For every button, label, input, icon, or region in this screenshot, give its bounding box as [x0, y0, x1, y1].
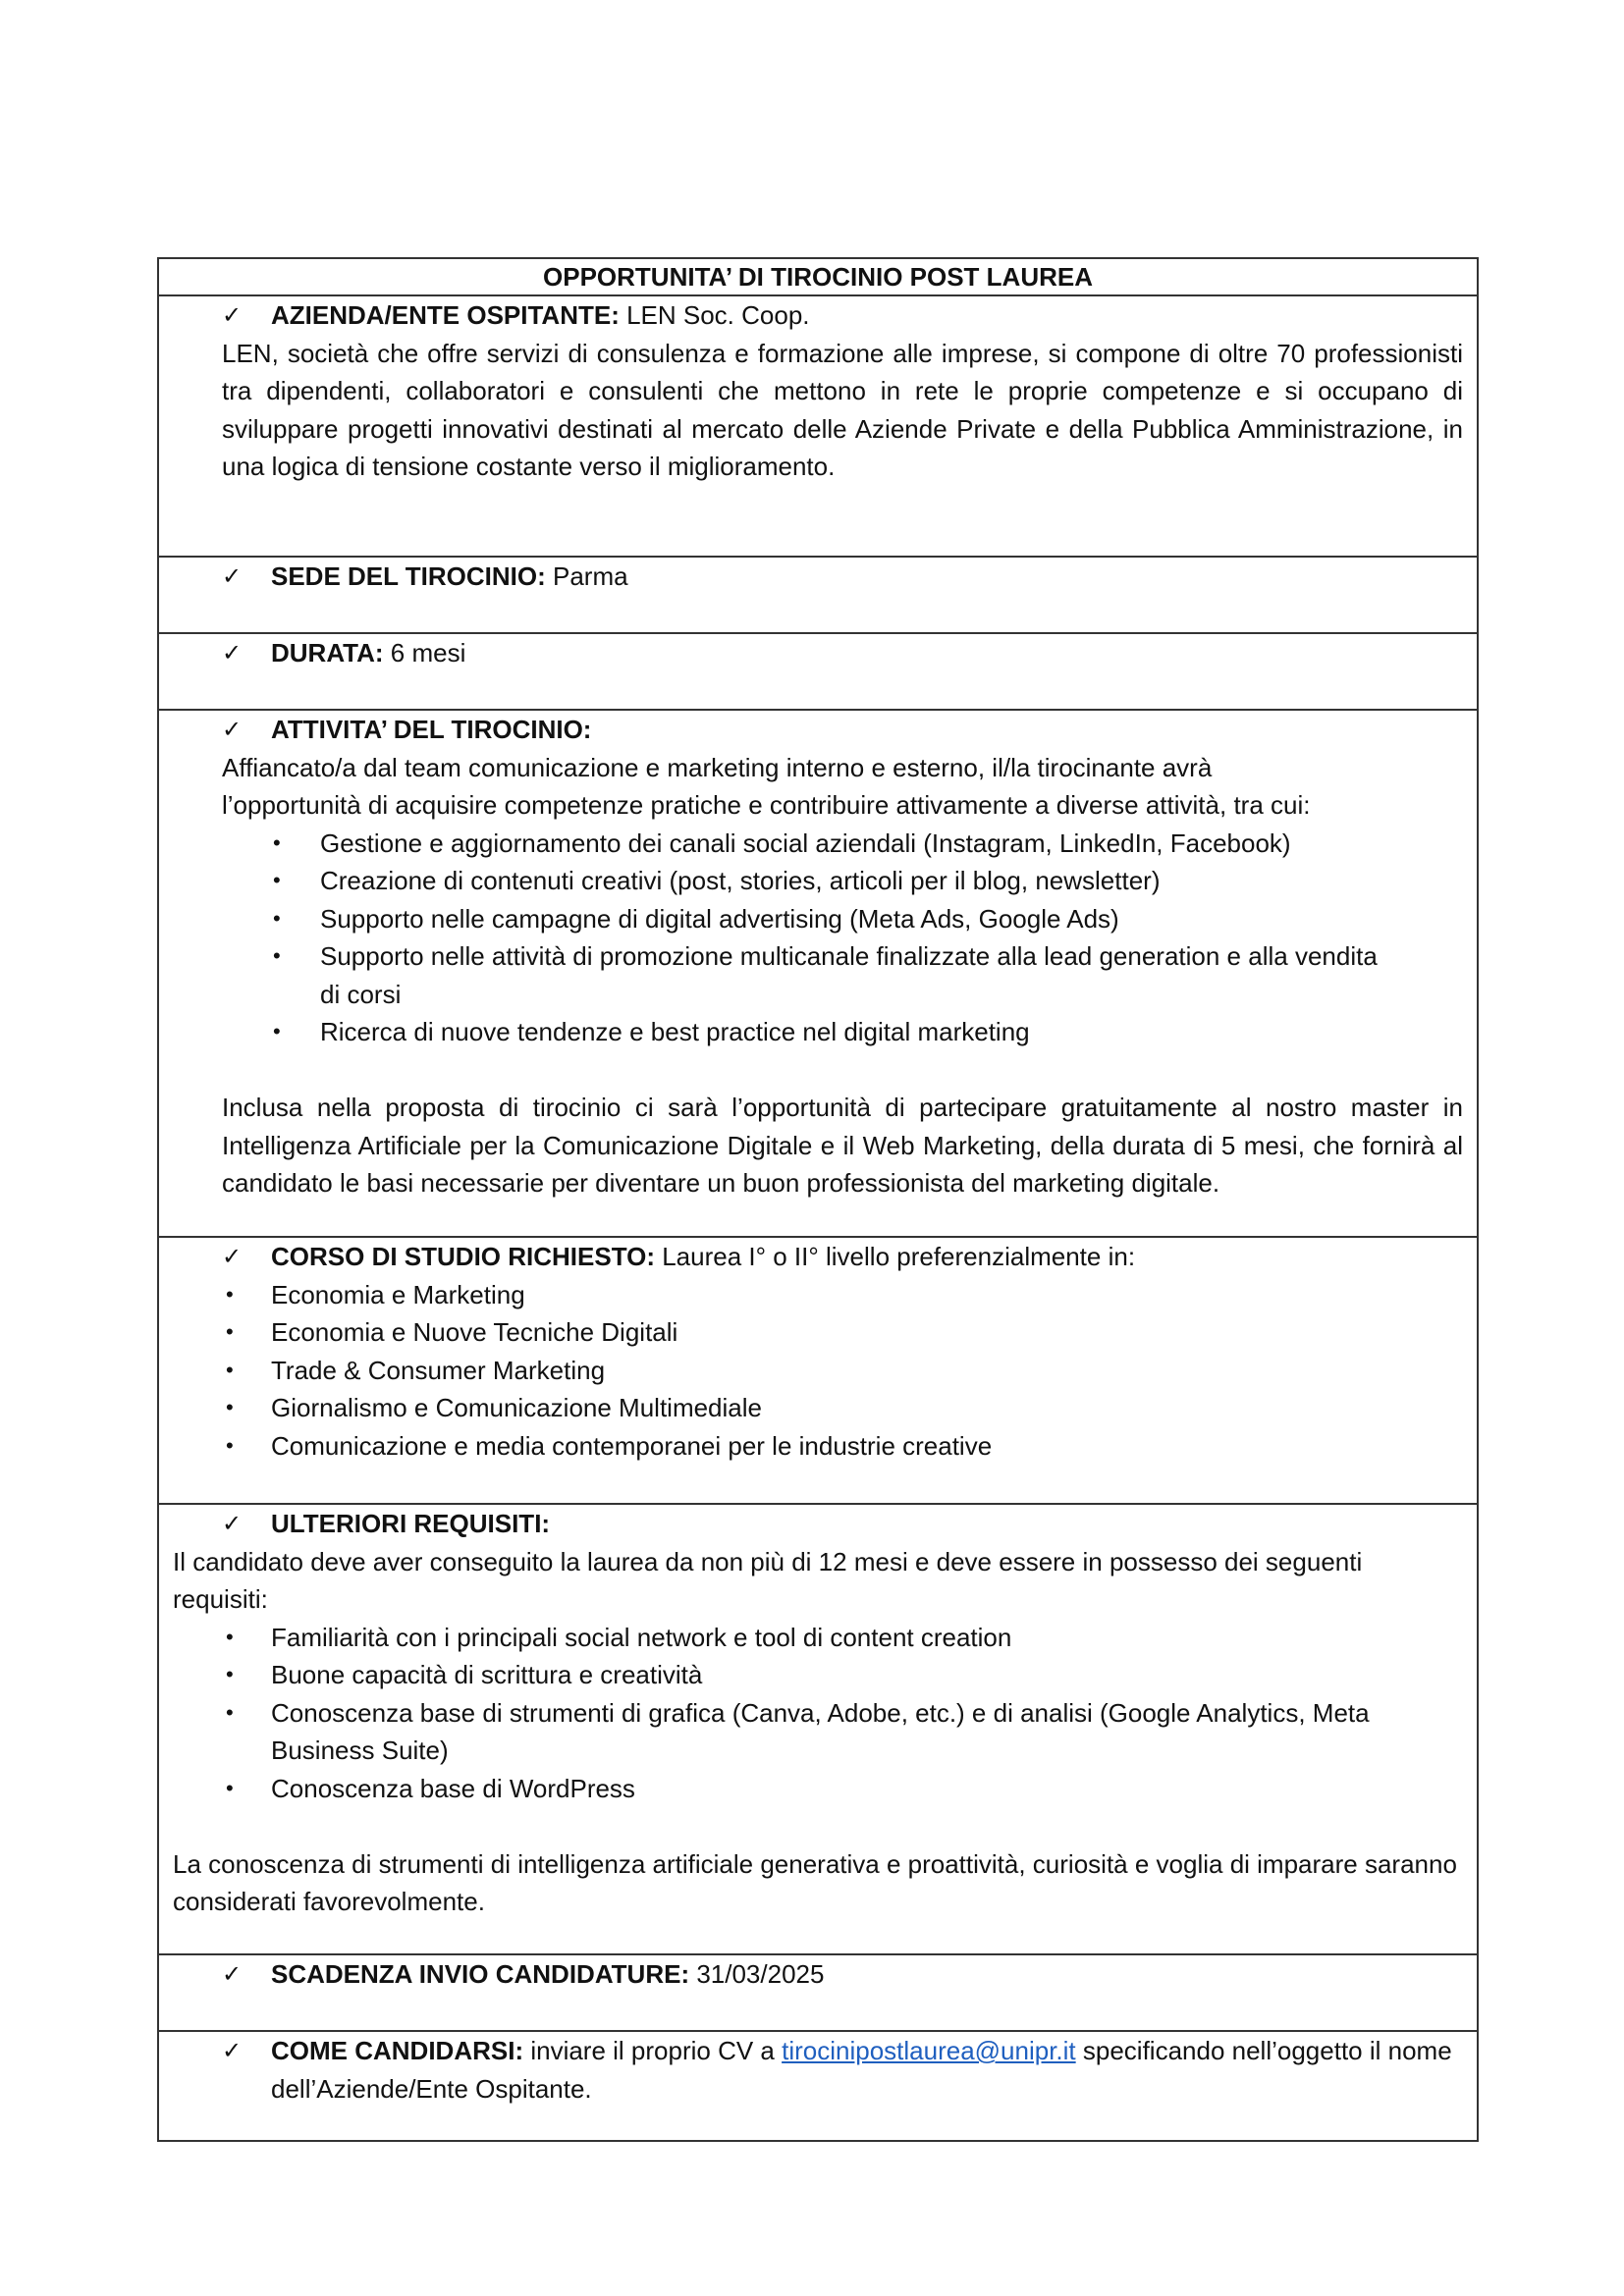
bullet-icon: • [226, 1699, 234, 1725]
list-item: • Comunicazione e media contemporanei per le industrie creative [159, 1427, 1477, 1466]
section-durata [159, 632, 1477, 709]
azienda-value: LEN Soc. Coop. [619, 300, 810, 330]
bullet-icon: • [226, 1281, 234, 1307]
corso-label: CORSO DI STUDIO RICHIESTO: [271, 1242, 655, 1271]
check-icon: ✓ [222, 716, 243, 743]
bullet-icon: • [273, 943, 281, 968]
bullet-icon: • [226, 1775, 234, 1800]
attivita-intro-line: Affiancato/a dal team comunicazione e marketing interno e esterno, il/la tirocinante avrà [222, 752, 1213, 782]
section-candidarsi [159, 2030, 1477, 2140]
list-item: • Trade & Consumer Marketing [159, 1352, 1477, 1390]
attivita-list [159, 825, 1477, 1051]
attivita-label: ATTIVITA’ DEL TIROCINIO: [271, 715, 592, 744]
list-item: • Conoscenza base di WordPress [159, 1770, 1477, 1808]
check-icon: ✓ [222, 562, 243, 590]
section-attivita [159, 709, 1477, 1236]
candidarsi-text-before: inviare il proprio CV a [523, 2036, 783, 2065]
scadenza-value: 31/03/2025 [689, 1959, 825, 1989]
requisiti-label: ULTERIORI REQUISITI: [271, 1509, 551, 1538]
internship-offer-table [157, 257, 1479, 2142]
check-icon: ✓ [222, 301, 243, 329]
list-item: • Economia e Marketing [159, 1276, 1477, 1314]
section-scadenza [159, 1953, 1477, 2030]
corso-list [159, 1276, 1477, 1466]
check-icon: ✓ [222, 639, 243, 667]
bullet-icon: • [273, 868, 281, 892]
candidarsi-label: COME CANDIDARSI: [271, 2036, 524, 2065]
document-title: OPPORTUNITA’ DI TIROCINIO POST LAUREA [543, 262, 1093, 292]
section-requisiti [159, 1503, 1477, 1953]
section-corso [159, 1236, 1477, 1503]
bullet-icon: • [226, 1624, 234, 1649]
attivita-intro-line: l’opportunità di acquisire competenze pratiche e contribuire attivamente a diverse attività, tra cui: [222, 790, 1311, 820]
list-item: • Gestione e aggiornamento dei canali social aziendali (Instagram, LinkedIn, Facebook) [159, 825, 1477, 863]
check-icon: ✓ [222, 2037, 243, 2064]
list-item: • Buone capacità di scrittura e creatività [159, 1656, 1477, 1694]
section-sede [159, 556, 1477, 632]
bullet-icon: • [226, 1395, 234, 1419]
corso-value: Laurea I° o II° livello preferenzialmente in: [655, 1242, 1136, 1271]
requisiti-closing: La conoscenza di strumenti di intelligenza artificiale generativa e proattività, curiosità e voglia di imparare saranno considerati favorevolmente. [173, 1848, 1457, 1916]
bullet-icon: • [273, 1019, 281, 1043]
sede-value: Parma [545, 561, 628, 591]
bullet-icon: • [226, 1357, 234, 1382]
azienda-description: LEN, società che offre servizi di consulenza e formazione alle imprese, si compone di oltre 70 professionisti tra dipendenti, collaboratori e consulenti che mettono in rete le proprie competenze e si occupano di sviluppare progetti innovativi destinati al mercato delle Aziende Private e della Pubblica Amministrazione, in una logica di tensione costante verso il miglioramento. [222, 338, 1463, 481]
bullet-icon: • [226, 1432, 234, 1458]
list-item: • Giornalismo e Comunicazione Multimediale [159, 1389, 1477, 1427]
check-icon: ✓ [222, 1960, 243, 1988]
check-icon: ✓ [222, 1510, 243, 1537]
requisiti-list [159, 1619, 1477, 1808]
bullet-icon: • [273, 905, 281, 931]
azienda-label: AZIENDA/ENTE OSPITANTE: [271, 300, 620, 330]
list-item: • Familiarità con i principali social network e tool di content creation [159, 1619, 1477, 1657]
requisiti-intro: Il candidato deve aver conseguito la laurea da non più di 12 mesi e deve essere in possesso dei seguenti requisiti: [173, 1546, 1363, 1614]
section-azienda [159, 294, 1477, 556]
bullet-icon: • [226, 1319, 234, 1344]
scadenza-label: SCADENZA INVIO CANDIDATURE: [271, 1959, 690, 1989]
check-icon: ✓ [222, 1243, 243, 1270]
bullet-icon: • [226, 1662, 234, 1686]
list-item: • Conoscenza base di strumenti di grafica (Canva, Adobe, etc.) e di analisi (Google Analytics, Meta Business Suite) [159, 1694, 1477, 1770]
candidarsi-text-after: specificando nell’oggetto il nome dell’Aziende/Ente Ospitante. [271, 2036, 1452, 2104]
list-item: • Supporto nelle campagne di digital advertising (Meta Ads, Google Ads) [159, 900, 1477, 938]
list-item: • Supporto nelle attività di promozione multicanale finalizzate alla lead generation e alla vendita di corsi [159, 937, 1477, 1013]
sede-label: SEDE DEL TIROCINIO: [271, 561, 546, 591]
attivita-closing: Inclusa nella proposta di tirocinio ci sarà l’opportunità di partecipare gratuitamente al nostro master in Intelligenza Artificiale per la Comunicazione Digitale e il Web Marketing, della durata di 5 mesi, che fornirà al candidato le basi necessarie per diventare un buon professionista del marketing digitale. [222, 1093, 1463, 1198]
durata-label: DURATA: [271, 638, 384, 667]
durata-value: 6 mesi [383, 638, 466, 667]
bullet-icon: • [273, 829, 281, 855]
email-link[interactable]: tirocinipostlaurea@unipr.it [782, 2036, 1076, 2065]
list-item: • Economia e Nuove Tecniche Digitali [159, 1313, 1477, 1352]
list-item: • Creazione di contenuti creativi (post, stories, articoli per il blog, newsletter) [159, 862, 1477, 900]
list-item: • Ricerca di nuove tendenze e best practice nel digital marketing [159, 1013, 1477, 1051]
